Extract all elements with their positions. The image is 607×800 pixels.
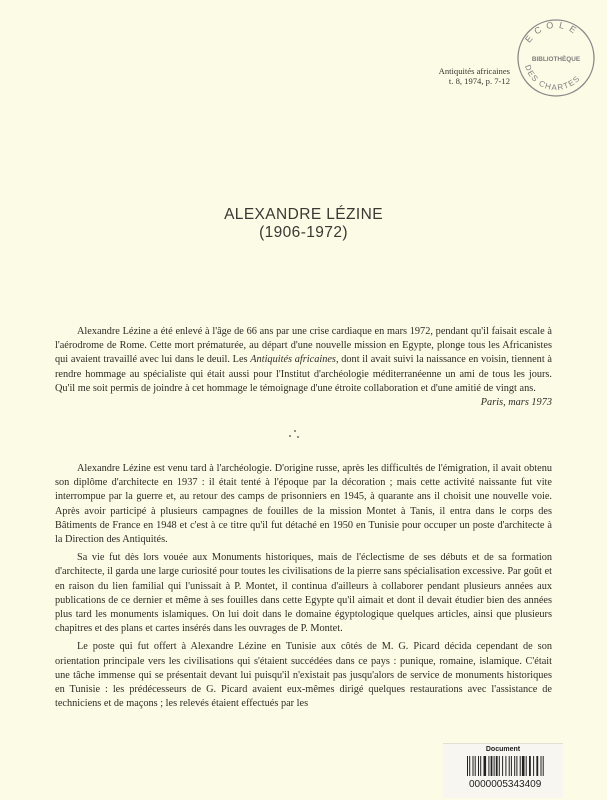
barcode-bar bbox=[529, 756, 531, 776]
barcode-bar bbox=[541, 756, 542, 776]
body-paragraph: Sa vie fut dès lors vouée aux Monuments historiques, mais de l'éclectisme de ses débuts et de sa formation d'architecte, il garda une large curiosité pour toutes les civilisations de la pierre sans spécialisation excessive. Par goût et en raison du lien familial qui l'unissait à P. Montet, il continua d'ailleurs à collaborer pendant plusieurs années aux publications de ce dernier et même à ses fouilles dans cette Egypte qu'il aimait et dont il devait étudier bien des années plus tard les monuments islamiques. On lui doit dans le domaine égyptologique quelques articles, ainsi que plusieurs chapitres et des plans et cartes insérés dans les ouvrages de P. Montet. bbox=[55, 552, 552, 635]
barcode-bar bbox=[543, 756, 544, 776]
barcode-bar bbox=[522, 756, 525, 776]
intro-signature: Paris, mars 1973 bbox=[480, 397, 552, 409]
barcode-bars bbox=[467, 756, 557, 776]
main-text bbox=[55, 462, 552, 711]
intro-section bbox=[55, 325, 552, 410]
barcode-bar bbox=[496, 756, 498, 776]
barcode-bar bbox=[536, 756, 538, 776]
library-stamp bbox=[516, 18, 596, 98]
barcode-bar bbox=[520, 756, 521, 776]
barcode-bar bbox=[514, 756, 515, 776]
barcode-bar bbox=[494, 756, 495, 776]
barcode-bar bbox=[469, 756, 470, 776]
barcode-title: Document bbox=[485, 746, 521, 753]
barcode-label bbox=[443, 743, 563, 798]
asterism-separator bbox=[285, 428, 305, 442]
barcode-bar bbox=[499, 756, 500, 776]
barcode-bar bbox=[488, 756, 489, 776]
stamp-middle-text: BIBLIOTHÈQUE bbox=[531, 56, 581, 63]
intro-text-start: Alexandre Lézine a été enlevé à l'âge de 66 ans par une crise cardiaque en mars 1972, pendant qu'il faisait escale à l'aérodrome de Rome. Cette mort prématurée, au départ d'une nouvelle mission en Egypte, plonge tous les Africanistes qui avaient travaillé avec lui dans le deuil. Les bbox=[55, 326, 552, 366]
intro-paragraph bbox=[55, 325, 552, 410]
article-title bbox=[0, 206, 607, 242]
barcode-bar bbox=[480, 756, 481, 776]
stamp-top-text: ECOLE bbox=[523, 19, 583, 45]
journal-name: Antiquités africaines bbox=[438, 66, 510, 76]
barcode-bar bbox=[505, 756, 506, 776]
barcode-bar bbox=[491, 756, 493, 776]
barcode-bar bbox=[467, 756, 468, 776]
barcode-bar bbox=[533, 756, 534, 776]
title-dates: (1906-1972) bbox=[259, 224, 348, 241]
barcode-bar bbox=[478, 756, 479, 776]
barcode-bar bbox=[484, 756, 487, 776]
barcode-bar bbox=[473, 756, 474, 776]
intro-text-end: , dont il avait suivi la naissance en voisin, tiennent à rendre hommage au spécialiste qui était aussi pour l'Institut d'archéologie méditerranéenne un ami de tous les jours. Qu'il me soit permis de joindre à cet hommage le témoignage d'une étroite collaboration et d'une amitié de vingt ans. bbox=[55, 354, 552, 394]
barcode-bar bbox=[502, 756, 503, 776]
barcode-bar bbox=[509, 756, 510, 776]
asterism-dot bbox=[297, 436, 299, 438]
barcode-bar bbox=[516, 756, 517, 776]
barcode-bar bbox=[475, 756, 476, 776]
asterism-dot bbox=[294, 430, 296, 432]
barcode-bar bbox=[511, 756, 512, 776]
stamp-bottom-text: DES CHARTES bbox=[522, 63, 583, 93]
asterism-dot bbox=[289, 435, 291, 437]
body-paragraph: Alexandre Lézine est venu tard à l'archéologie. D'origine russe, après les difficultés de l'émigration, il avait obtenu son diplôme d'architecte en 1937 : il était tenté à l'époque par la décoration ; mais cette activité naissante fut vite interrompue par la guerre et, au retour des camps de prisonniers en 1945, à quarante ans il choisit une nouvelle voie. Après avoir participé à plusieurs campagnes de fouilles de la mission Montet à Tanis, il entra dans le corps des Bâtiments de France en 1948 et c'est à ce titre qu'il fut détaché en 1950 en Tunisie pour occuper un poste d'architecte à la Direction des Antiquités. bbox=[55, 463, 552, 546]
body-paragraph: Le poste qui fut offert à Alexandre Lézine en Tunisie aux côtés de M. G. Picard décida cependant de son orientation principale vers les civilisations qui s'étaient succédées dans ce pays : punique, romaine, islamique. C'était une tâche immense qui se présentait devant lui puisqu'il n'existait pas jusqu'alors de service de monuments historiques en Tunisie : les prédécesseurs de G. Picard avaient eux-mêmes dirigé quelques restaurations avec l'assistance de techniciens et de maçons ; les relevés étaient effectués par les bbox=[55, 641, 552, 710]
journal-citation: t. 8, 1974, p. 7-12 bbox=[448, 76, 510, 86]
barcode-bar bbox=[526, 756, 527, 776]
journal-title-italic: Antiquités africaines bbox=[250, 354, 336, 366]
title-name: ALEXANDRE LÉZINE bbox=[224, 206, 383, 223]
barcode-number: 0000005343409 bbox=[469, 779, 542, 790]
journal-reference bbox=[400, 66, 510, 86]
